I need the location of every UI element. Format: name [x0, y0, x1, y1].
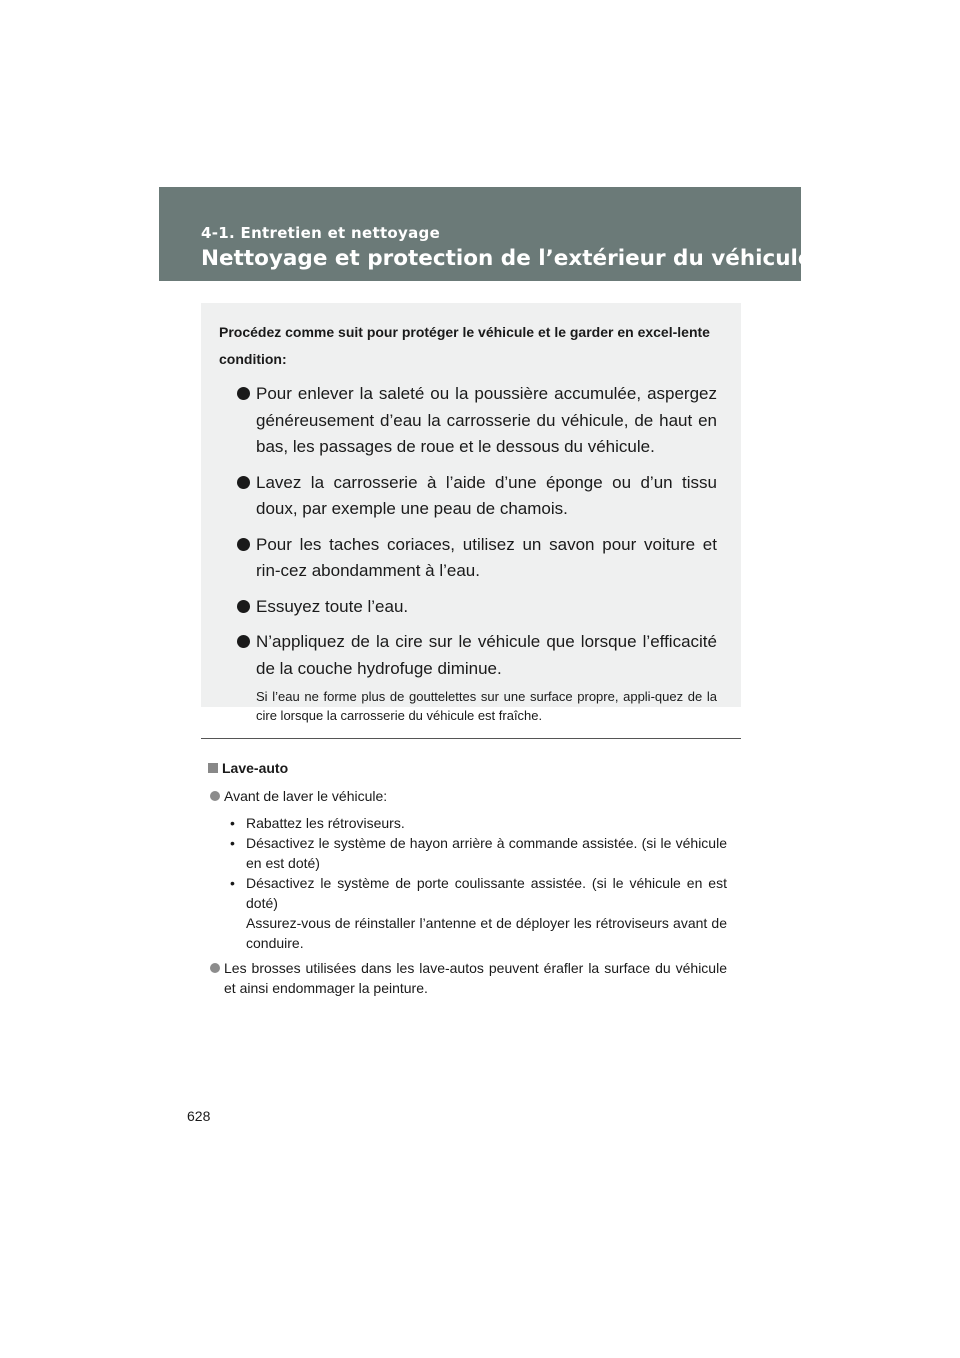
- list-item-text: Pour enlever la saleté ou la poussière accumulée, aspergez généreusement d’eau la carrosserie du véhicule, de haut en bas, les passages de roue et le dessous du véhicule.: [256, 384, 717, 456]
- bullet-dot-icon: [237, 387, 250, 400]
- bullet-dot-icon: [210, 963, 220, 973]
- chapter-header: [159, 187, 813, 281]
- section-label: 4-1. Entretien et nettoyage: [201, 224, 441, 242]
- bullet-icon: •: [230, 875, 235, 891]
- sub-list-item-text: Désactivez le système de hayon arrière à commande assistée. (si le véhicule en est doté): [246, 835, 727, 871]
- notes-heading-text: Lave-auto: [222, 760, 289, 776]
- list-item-text: Avant de laver le véhicule:: [224, 788, 388, 804]
- bullet-dot-icon: [210, 791, 220, 801]
- bullet-dot-icon: [237, 538, 250, 551]
- notes-section: [208, 758, 727, 1003]
- list-item: [219, 532, 717, 585]
- sub-list-item-extra: Assurez-vous de réinstaller l’antenne et de déployer les rétroviseurs avant de conduire.: [246, 915, 727, 951]
- section-divider: [201, 738, 741, 739]
- notes-heading: [208, 758, 727, 778]
- square-bullet-icon: [208, 763, 218, 773]
- bullet-dot-icon: [237, 600, 250, 613]
- sub-list-item-text: Désactivez le système de porte coulissante assistée. (si le véhicule en est doté): [246, 875, 727, 911]
- bullet-icon: •: [230, 835, 235, 851]
- wax-note: Si l’eau ne forme plus de gouttelettes sur une surface propre, appli-quez de la cire lorsque la carrosserie du véhicule est fraîche.: [256, 689, 717, 723]
- bullet-icon: •: [230, 815, 235, 831]
- list-item: [219, 470, 717, 523]
- bullet-dot-icon: [237, 635, 250, 648]
- sub-list-item: [224, 813, 727, 833]
- intro-lead: Procédez comme suit pour protéger le véhicule et le garder en excel-lente condition:: [219, 324, 710, 367]
- page-number: 628: [187, 1108, 211, 1124]
- intro-bullet-list: [219, 381, 717, 725]
- list-item: [219, 594, 717, 621]
- list-item: [208, 786, 727, 953]
- list-item: [208, 958, 727, 998]
- list-item-text: N’appliquez de la cire sur le véhicule que lorsque l’efficacité de la couche hydrofuge diminue.: [256, 632, 717, 678]
- list-item-text: Lavez la carrosserie à l’aide d’une éponge ou d’un tissu doux, par exemple une peau de chamois.: [256, 472, 717, 518]
- list-item: [219, 381, 717, 461]
- intro-box: [201, 303, 741, 723]
- list-item-text: Pour les taches coriaces, utilisez un savon pour voiture et rin-cez abondamment à l’eau.: [256, 534, 717, 580]
- sub-list-item: [224, 833, 727, 873]
- sub-list-item: [224, 873, 727, 953]
- list-item: [219, 629, 717, 725]
- sub-list-item-text: Rabattez les rétroviseurs.: [246, 815, 405, 831]
- page-title: Nettoyage et protection de l’extérieur du véhicule: [201, 246, 813, 271]
- sub-list: [224, 813, 727, 953]
- bullet-dot-icon: [237, 476, 250, 489]
- list-item-text: Les brosses utilisées dans les lave-autos peuvent érafler la surface du véhicule et ainsi endommager la peinture.: [224, 960, 727, 996]
- list-item-text: Essuyez toute l’eau.: [256, 596, 409, 616]
